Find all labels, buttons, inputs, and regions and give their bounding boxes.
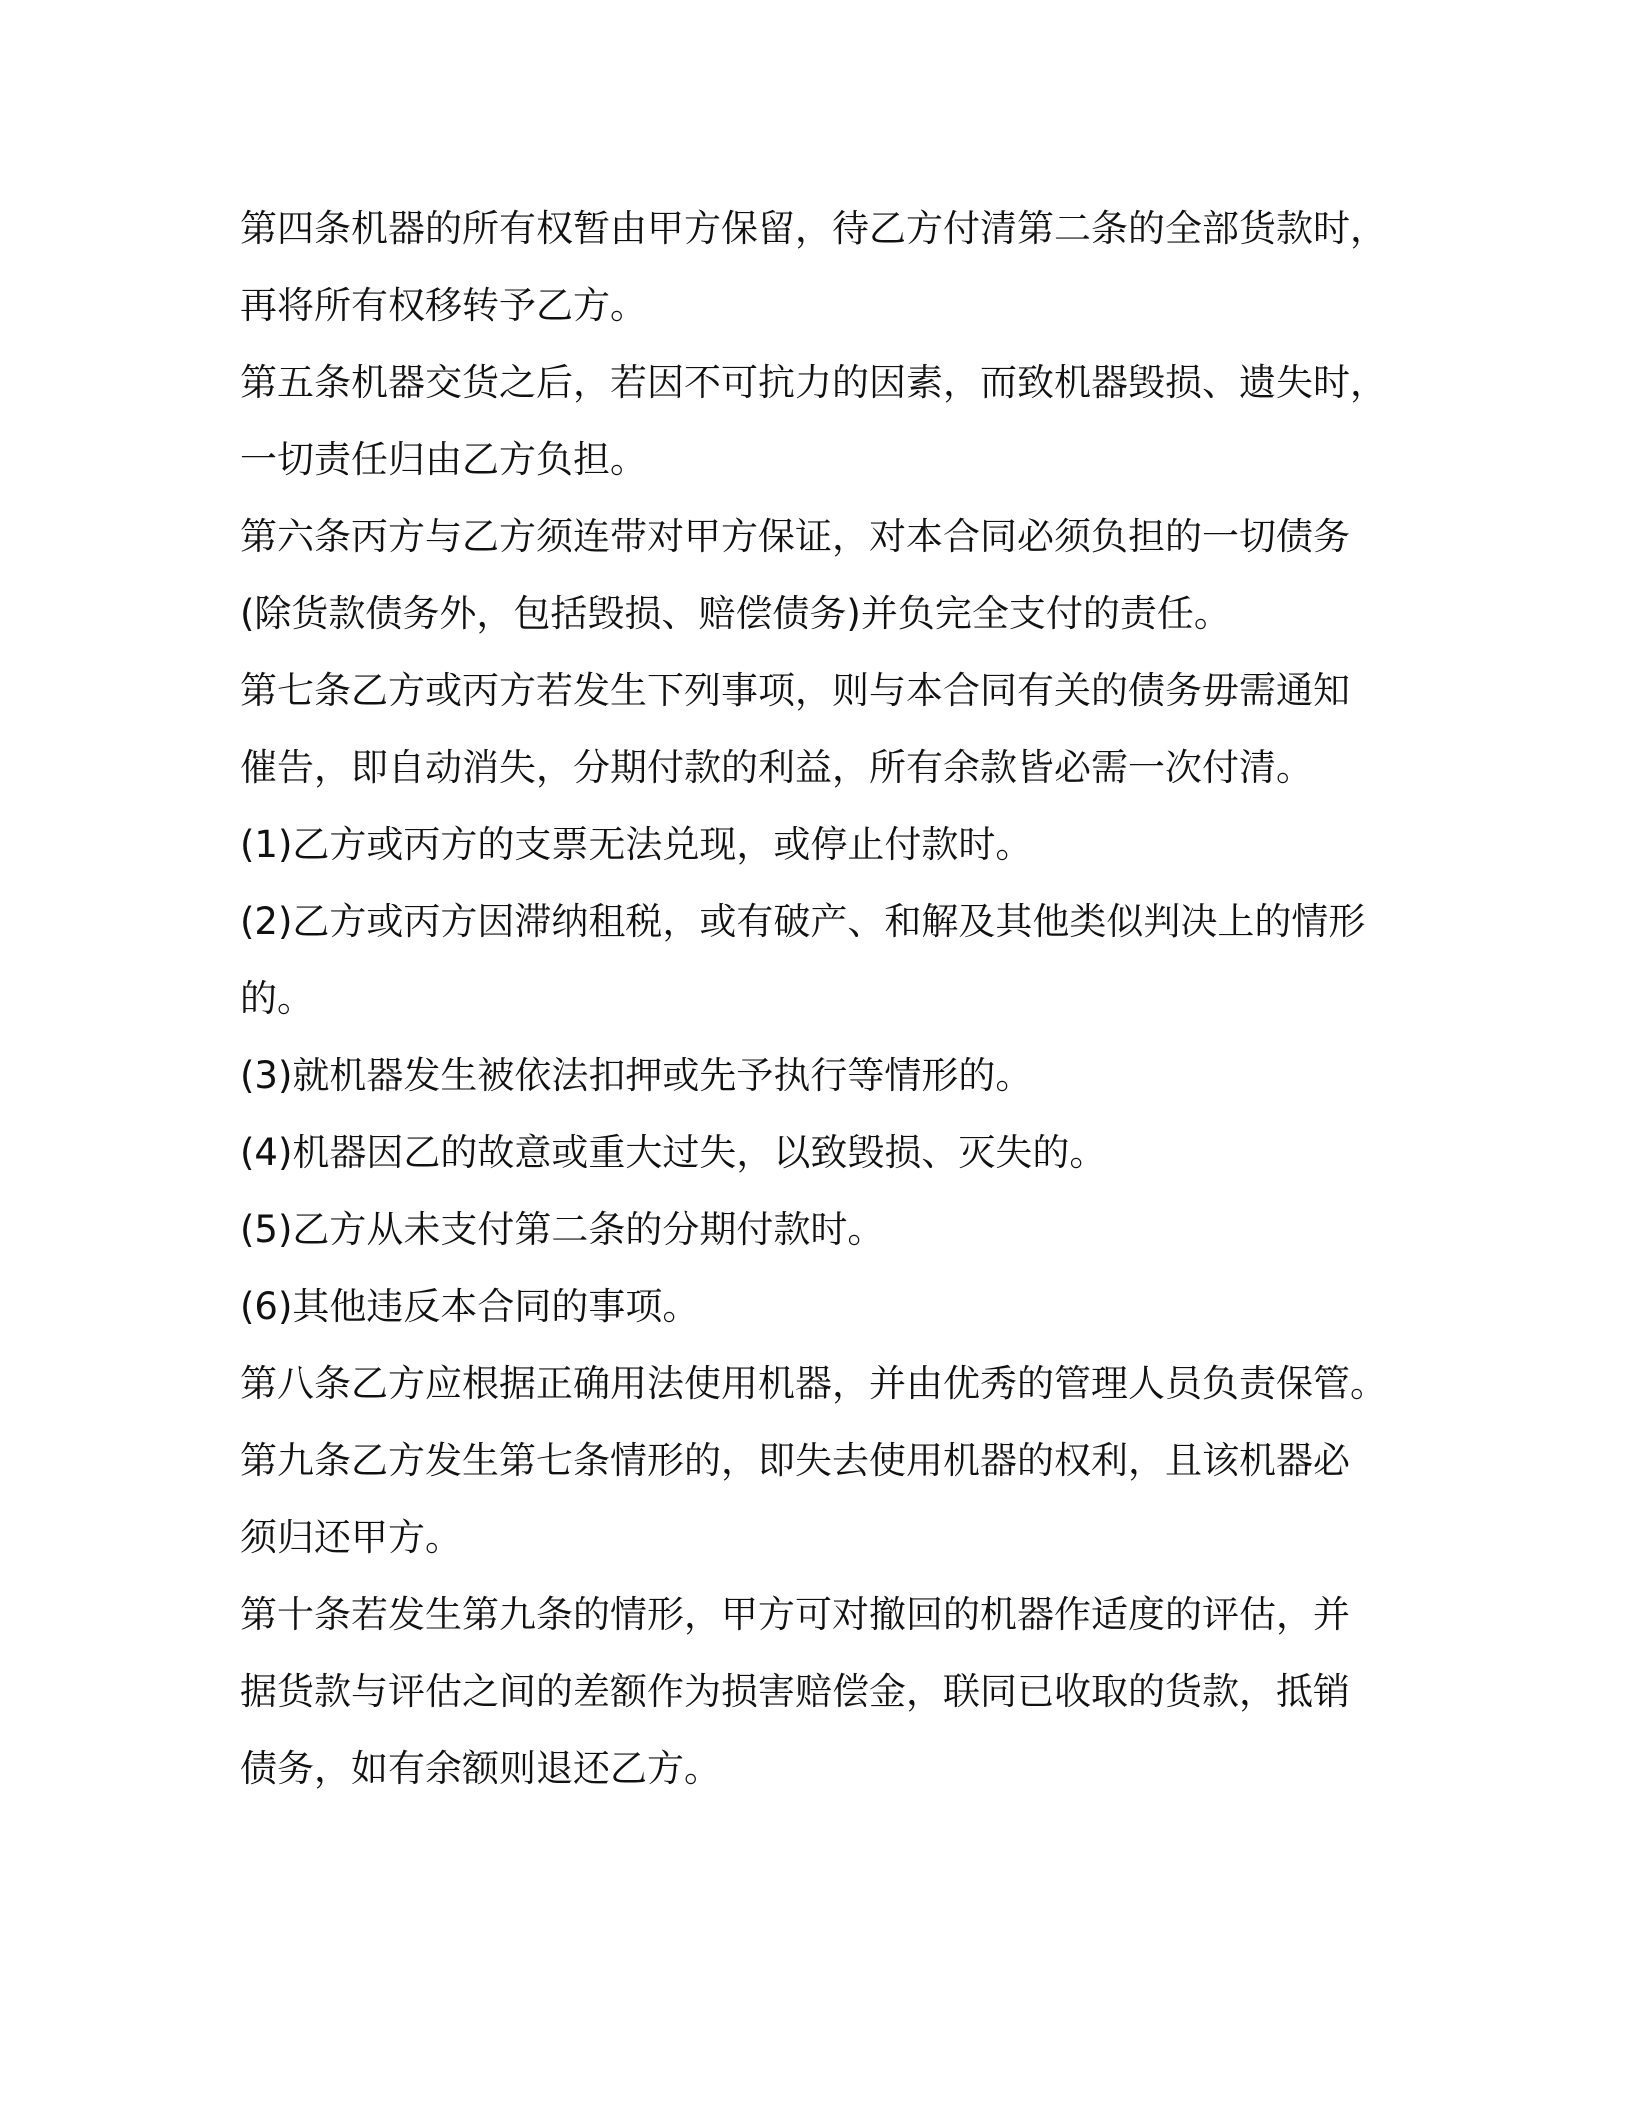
text-line-item-2-2: 的。 [240,977,314,1020]
text-line-article-6-2: (除货款债务外，包括毁损、赔偿债务)并负完全支付的责任。 [240,592,1231,635]
text-line-article-8: 第八条乙方应根据正确用法使用机器，并由优秀的管理人员负责保管。 [240,1362,1387,1405]
text-line-article-7-1: 第七条乙方或丙方若发生下列事项，则与本合同有关的债务毋需通知 [240,669,1350,712]
text-line-item-4: (4)机器因乙的故意或重大过失，以致毁损、灭失的。 [240,1131,1107,1174]
text-line-item-3: (3)就机器发生被依法扣押或先予执行等情形的。 [240,1054,1033,1097]
text-line-article-4-1: 第四条机器的所有权暂由甲方保留，待乙方付清第二条的全部货款时， [240,207,1387,250]
text-line-item-6: (6)其他违反本合同的事项。 [240,1285,700,1328]
text-line-item-1: (1)乙方或丙方的支票无法兑现，或停止付款时。 [240,823,1033,866]
text-line-article-4-2: 再将所有权移转予乙方。 [240,284,647,327]
text-line-item-2-1: (2)乙方或丙方因滞纳租税，或有破产、和解及其他类似判决上的情形 [240,900,1366,943]
text-line-article-5-1: 第五条机器交货之后，若因不可抗力的因素，而致机器毁损、遗失时， [240,361,1387,404]
text-line-article-10-2: 据货款与评估之间的差额作为损害赔偿金，联同已收取的货款，抵销 [240,1670,1350,1713]
text-line-item-5: (5)乙方从未支付第二条的分期付款时。 [240,1208,885,1251]
text-line-article-10-1: 第十条若发生第九条的情形，甲方可对撤回的机器作适度的评估，并 [240,1593,1350,1636]
text-line-article-9-2: 须归还甲方。 [240,1516,462,1559]
text-line-article-7-2: 催告，即自动消失，分期付款的利益，所有余款皆必需一次付清。 [240,746,1313,789]
text-line-article-10-3: 债务，如有余额则退还乙方。 [240,1747,721,1790]
text-line-article-6-1: 第六条丙方与乙方须连带对甲方保证，对本合同必须负担的一切债务 [240,515,1350,558]
document-body [240,190,1400,1807]
text-line-article-5-2: 一切责任归由乙方负担。 [240,438,647,481]
text-line-article-9-1: 第九条乙方发生第七条情形的，即失去使用机器的权利，且该机器必 [240,1439,1350,1482]
